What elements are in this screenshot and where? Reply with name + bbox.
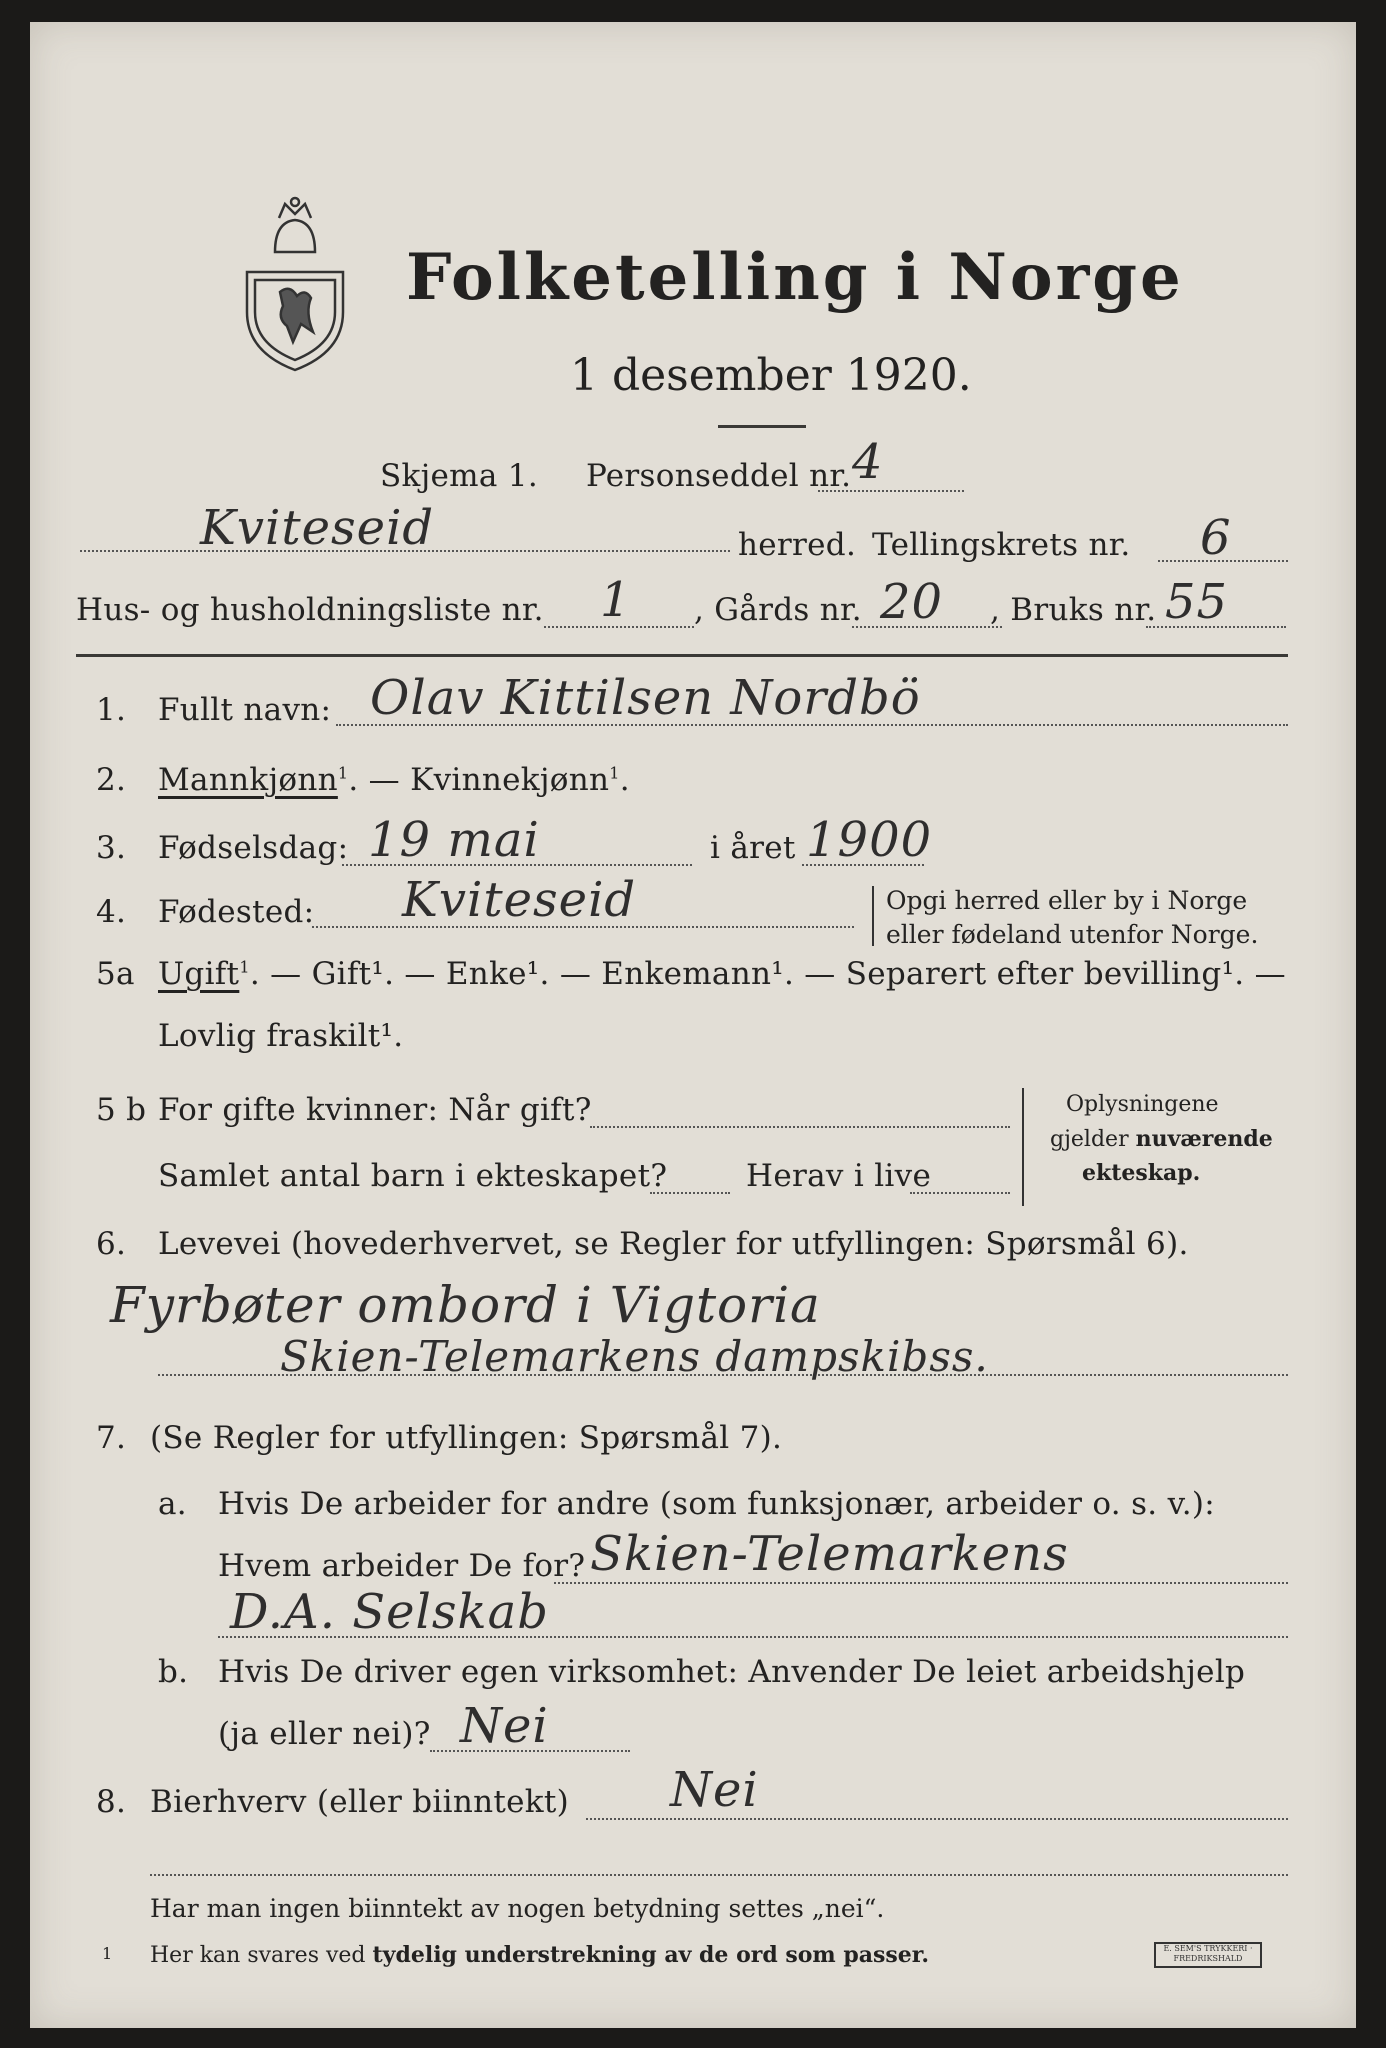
q1-label: Fullt navn:	[158, 692, 332, 728]
title-divider	[718, 425, 806, 428]
birth-year-value: 1900	[806, 812, 933, 868]
q5b-line2a: Samlet antal barn i ekteskapet?	[158, 1158, 668, 1194]
header-rule	[76, 654, 1288, 657]
q4-number: 4.	[96, 894, 127, 930]
q7a-line1: Hvis De arbeider for andre (som funksjonær, arbeider o. s. v.):	[218, 1486, 1216, 1522]
q6-label: Levevei (hovederhvervet, se Regler for utfyllingen: Spørsmål 6).	[158, 1226, 1189, 1262]
q5b-line2b: Herav i live	[746, 1158, 932, 1194]
q5a-options: Ugift$^1$. — Gift¹. — Enke¹. — Enkemann¹. — Separert efter bevilling¹. —	[158, 956, 1286, 992]
q3-label: Fødselsdag:	[158, 830, 349, 866]
q7-number: 7.	[96, 1420, 127, 1456]
employer-value-2: D.A. Selskab	[230, 1584, 549, 1640]
herred-value: Kviteseid	[200, 500, 435, 556]
q8-number: 8.	[96, 1784, 127, 1820]
personseddel-label: Personseddel nr.	[586, 458, 852, 494]
birthplace-note-1: Opgi herred eller by i Norge	[886, 886, 1248, 915]
census-form	[30, 22, 1356, 2028]
coat-of-arms-icon	[235, 192, 355, 372]
q7b-line1: Hvis De driver egen virksomhet: Anvender De leiet arbeidshjelp	[218, 1654, 1246, 1690]
q5b-note-1: Oplysningene	[1066, 1092, 1219, 1117]
year-label: i året	[710, 830, 796, 866]
printer-stamp: E. SEM'S TRYKKERI · FREDRIKSHALD	[1154, 1942, 1262, 1968]
q7a-line2: Hvem arbeider De for?	[218, 1548, 586, 1584]
q3-number: 3.	[96, 830, 127, 866]
bruks-label: , Bruks nr.	[990, 592, 1157, 628]
footer-note: Har man ingen biinntekt av nogen betydning settes „nei“.	[150, 1894, 885, 1923]
birthplace-note-2: eller fødeland utenfor Norge.	[886, 920, 1259, 949]
bruks-number: 55	[1165, 574, 1229, 630]
q5b-number: 5 b	[96, 1092, 147, 1128]
q7a-number: a.	[158, 1486, 187, 1522]
q5b-note-2: gjelder nuværende	[1050, 1126, 1273, 1152]
census-date: 1 desember 1920.	[570, 350, 972, 401]
q7b-line2: (ja eller nei)?	[218, 1716, 431, 1752]
ugift-option: Ugift	[158, 956, 240, 992]
occupation-value-1: Fyrbøter ombord i Vigtoria	[110, 1276, 821, 1334]
female-option: Kvinnekjønn	[410, 762, 610, 798]
hired-help-value: Nei	[460, 1698, 549, 1754]
q8-label: Bierhverv (eller biinntekt)	[150, 1784, 570, 1820]
q7-label: (Se Regler for utfyllingen: Spørsmål 7).	[150, 1420, 783, 1456]
side-income-value: Nei	[670, 1762, 759, 1818]
form-title: Folketelling i Norge	[406, 240, 1184, 315]
personseddel-number: 4	[852, 434, 884, 490]
herred-label: herred.	[738, 527, 857, 563]
employer-value-1: Skien-Telemarkens	[590, 1526, 1069, 1582]
tellingskrets-number: 6	[1200, 510, 1232, 566]
footnote-text: Her kan svares ved tydelig understrekning av de ord som passer.	[150, 1942, 930, 1968]
q4-label: Fødested:	[158, 894, 315, 930]
skjema-label: Skjema 1.	[380, 458, 538, 494]
q2-options: Mannkjønn$^1$. — Kvinnekjønn$^1$.	[158, 762, 630, 798]
birthplace-value: Kviteseid	[402, 872, 637, 928]
birthday-value: 19 mai	[368, 812, 540, 868]
full-name-value: Olav Kittilsen Nordbö	[370, 670, 921, 726]
footnote-number: 1	[102, 1944, 113, 1963]
q5a-number: 5a	[96, 956, 135, 992]
tellingskrets-label: Tellingskrets nr.	[872, 527, 1131, 563]
q7b-number: b.	[158, 1654, 189, 1690]
male-option: Mannkjønn	[158, 762, 338, 798]
q5a-line2: Lovlig fraskilt¹.	[158, 1018, 404, 1054]
gards-label: , Gårds nr.	[694, 592, 862, 628]
q1-number: 1.	[96, 692, 127, 728]
occupation-value-2: Skien-Telemarkens dampskibss.	[280, 1332, 989, 1381]
hus-number: 1	[600, 572, 632, 628]
q2-number: 2.	[96, 762, 127, 798]
hus-label: Hus- og husholdningsliste nr.	[76, 592, 544, 628]
q5b-line1: For gifte kvinner: Når gift?	[158, 1092, 592, 1128]
q6-number: 6.	[96, 1226, 127, 1262]
gards-number: 20	[880, 574, 944, 630]
q5b-note-3: ekteskap.	[1082, 1160, 1201, 1186]
